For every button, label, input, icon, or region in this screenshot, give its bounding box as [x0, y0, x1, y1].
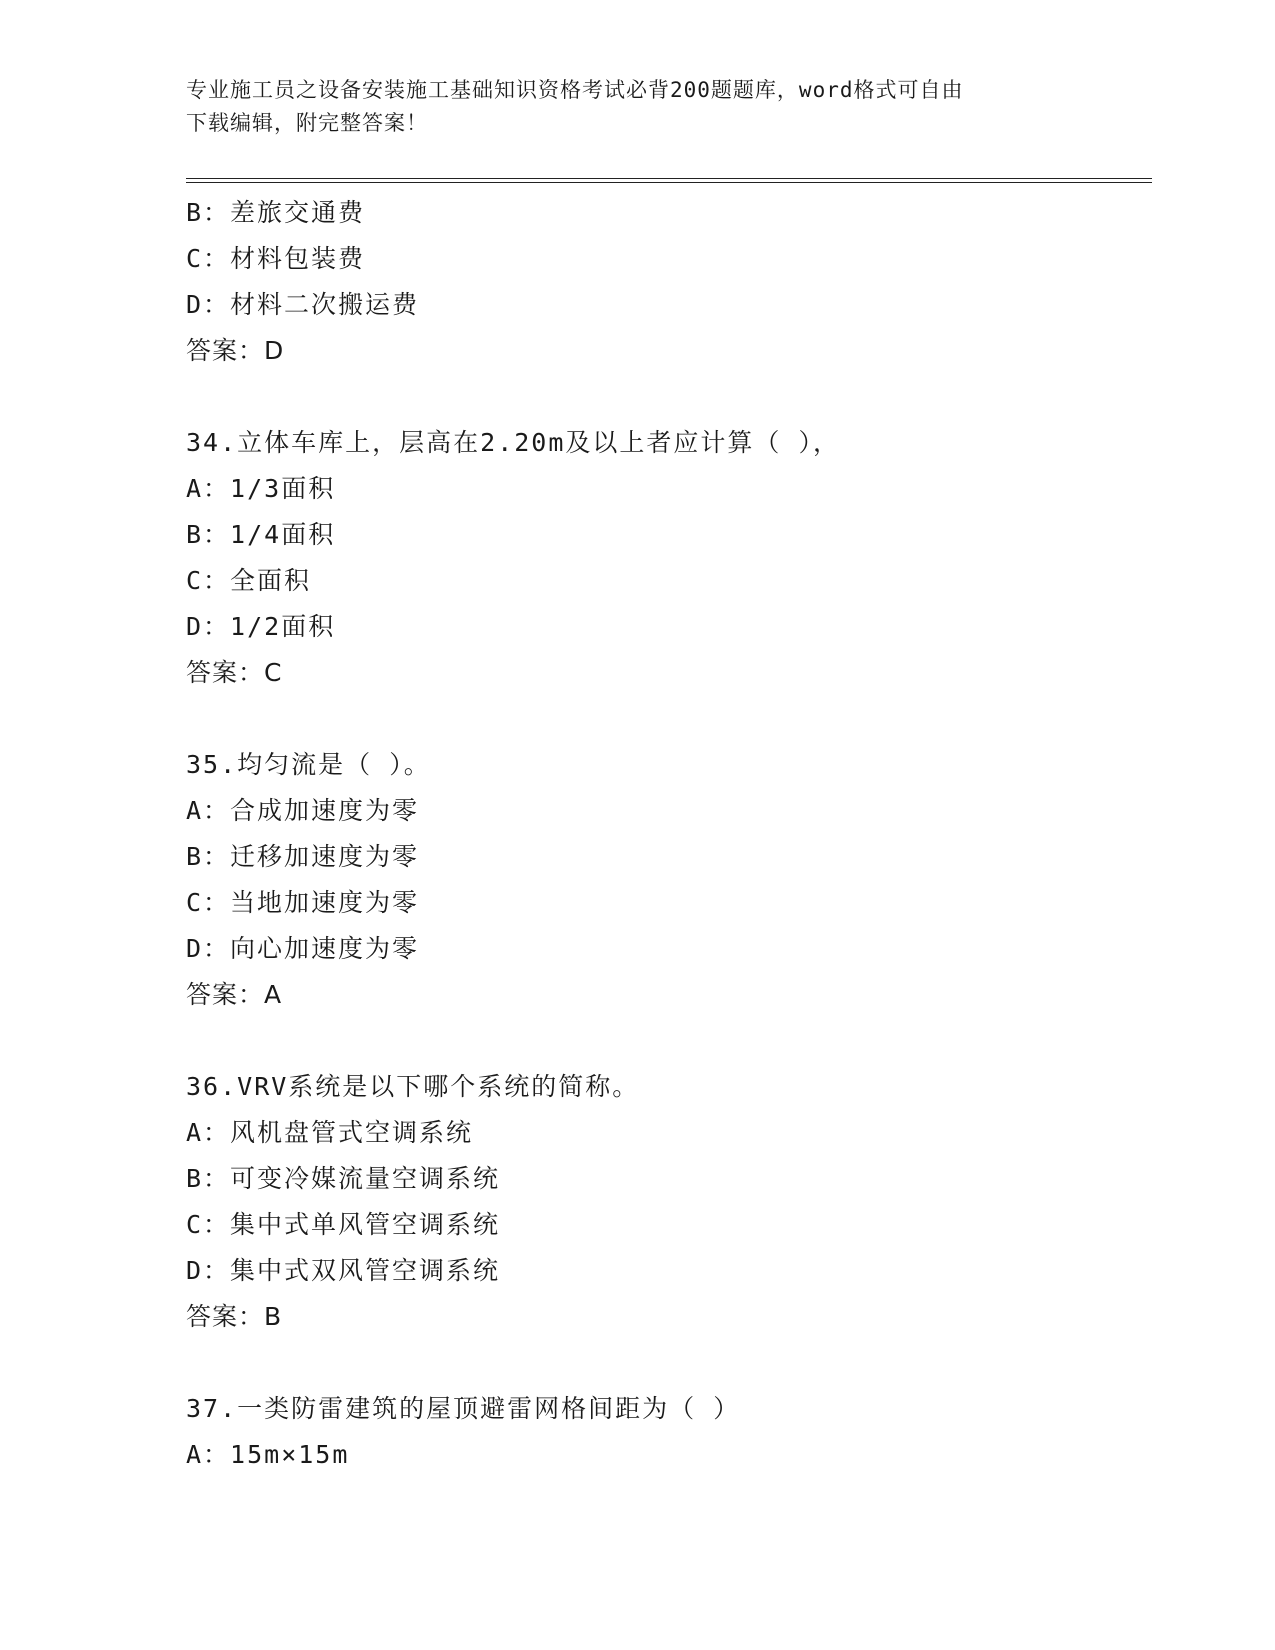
answer-line: 答案：C — [186, 658, 283, 687]
question-text: 35.均匀流是（ ）。 — [186, 750, 431, 779]
question-block-36 — [186, 1064, 1146, 1340]
header-line-2: 下载编辑，附完整答案！ — [186, 111, 428, 135]
option-d: D：集中式双风管空调系统 — [186, 1256, 501, 1285]
option-a: A：1/3面积 — [186, 474, 336, 503]
answer-line: 答案：A — [186, 980, 283, 1009]
option-c: C：当地加速度为零 — [186, 888, 420, 917]
option-b: B：可变冷媒流量空调系统 — [186, 1164, 501, 1193]
option-c: C：材料包装费 — [186, 244, 366, 273]
answer-line: 答案：D — [186, 336, 285, 365]
header-line-1: 专业施工员之设备安装施工基础知识资格考试必背200题题库，word格式可自由 — [186, 78, 964, 102]
document-header — [186, 74, 1066, 140]
header-divider-bottom — [186, 182, 1152, 183]
header-divider-top — [186, 178, 1152, 179]
question-block-37 — [186, 1386, 1146, 1478]
option-d: D：1/2面积 — [186, 612, 336, 641]
option-a: A：合成加速度为零 — [186, 796, 420, 825]
answer-line: 答案：B — [186, 1302, 283, 1331]
option-c: C：全面积 — [186, 566, 312, 595]
option-b: B：1/4面积 — [186, 520, 336, 549]
option-c: C：集中式单风管空调系统 — [186, 1210, 501, 1239]
option-d: D：向心加速度为零 — [186, 934, 420, 963]
question-block-33 — [186, 190, 1146, 374]
question-block-35 — [186, 742, 1146, 1018]
option-a: A：风机盘管式空调系统 — [186, 1118, 474, 1147]
question-text: 37.一类防雷建筑的屋顶避雷网格间距为（ ） — [186, 1394, 741, 1423]
option-a: A：15m×15m — [186, 1440, 350, 1469]
question-list — [186, 190, 1146, 1478]
question-block-34 — [186, 420, 1146, 696]
question-text: 34.立体车库上，层高在2.20m及以上者应计算（ ）， — [186, 428, 840, 457]
option-b: B：迁移加速度为零 — [186, 842, 420, 871]
option-b: B：差旅交通费 — [186, 198, 366, 227]
option-d: D：材料二次搬运费 — [186, 290, 420, 319]
question-text: 36.VRV系统是以下哪个系统的简称。 — [186, 1072, 640, 1101]
